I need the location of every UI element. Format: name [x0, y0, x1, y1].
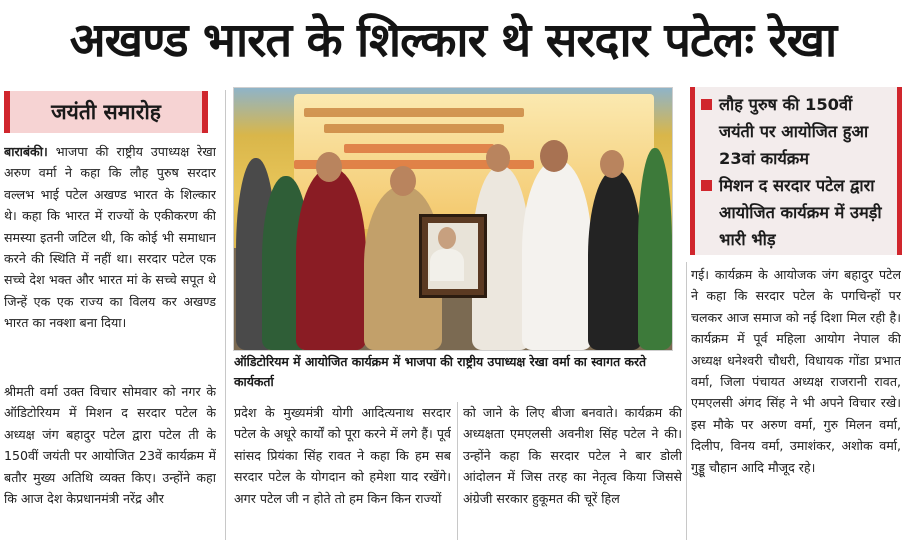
tag-label: जयंती समारोह — [51, 100, 161, 124]
headline: अखण्ड भारत के शिल्कार थे सरदार पटेलः रेखा — [69, 13, 837, 68]
person-head — [486, 144, 510, 172]
banner-text-stripe — [344, 144, 494, 153]
highlight-item — [701, 172, 891, 253]
article-paragraph-2: श्रीमती वर्मा उक्त विचार सोमवार को नगर के ऑडिटोरियम में मिशन द सरदार पटेल के अध्यक्ष जंग बहादुर पटेल द्वारा पटेल ती के 150वीं जयंती पर आयोजित 23वें कार्यक्रम में बतौर मुख्य अतिथि व्यक्त किए। उन्होंने कहा कि आज देश केप्रधानमंत्री नरेंद्र और — [4, 384, 216, 507]
article-column-2 — [234, 402, 451, 542]
article-column-1-bottom — [4, 381, 216, 541]
tag-right-bar — [202, 91, 208, 133]
person-head — [600, 150, 624, 178]
highlight-text: मिशन द सरदार पटेल द्वारा आयोजित कार्यक्रम में उमड़ी भारी भीड़ — [719, 176, 882, 249]
column-divider — [457, 402, 458, 540]
section-tag — [4, 91, 208, 133]
article-column-1-top — [4, 141, 216, 377]
article-column-4 — [691, 264, 901, 542]
framed-portrait — [419, 214, 487, 298]
person-figure — [522, 160, 592, 350]
banner-text-stripe — [324, 124, 504, 133]
photo-caption: ऑडिटोरियम में आयोजित कार्यक्रम में भाजपा की राष्ट्रीय उपाध्यक्ष रेखा वर्मा का स्वागत करते कार्यकर्ता — [234, 354, 647, 389]
column-divider — [686, 262, 687, 540]
column-divider — [225, 90, 226, 540]
person-figure — [296, 168, 366, 350]
person-figure — [588, 170, 642, 350]
highlight-text: लौह पुरुष की 150वीं जयंती पर आयोजित हुआ 23वां कार्यक्रम — [719, 95, 869, 168]
article-paragraph-3: प्रदेश के मुख्यमंत्री योगी आदित्यनाथ सरदार पटेल के अधूरे कार्यों को पूरा करने में लगे हैं। पूर्व सांसद प्रियंका सिंह रावत ने कहा कि हम सब सरदार पटेल के योगदान को हमेशा याद रखेंगे। अगर पटेल जी न होते तो हम किन किन राज्यों — [234, 405, 451, 506]
banner-text-stripe — [304, 108, 524, 117]
article-column-3 — [463, 402, 682, 542]
event-photo — [233, 87, 673, 351]
article-paragraph-1: भाजपा की राष्ट्रीय उपाध्यक्ष रेखा अरुण वर्मा ने कहा कि लौह पुरुष सरदार वल्लभ भाई पटेल अखण्ड भारत के शिल्कार थे। कहा कि भारत में राज्यों के एकीकरण की समस्या इतनी जटिल थी, कि कोई भी समाधान करने की स्थिति में नहीं था। सरदार पटेल एक सच्चे देश भक्त और भारत मां के सच्चे सपूत थे जिन्हें एक एक राज्य का विलय कर अखण्ड भारत का नक्शा बना दिया। — [4, 144, 216, 331]
dateline: बाराबंकी। — [4, 144, 48, 159]
person-head — [540, 140, 568, 172]
person-head — [390, 166, 416, 196]
person-figure — [638, 148, 672, 350]
bullet-square-icon — [701, 99, 712, 110]
highlights-box — [690, 87, 902, 255]
highlight-item — [701, 91, 891, 172]
article-paragraph-4: को जाने के लिए बीजा बनवाते। कार्यक्रम की अध्यक्षता एमएलसी अवनीश सिंह पटेल ने की। उन्होंने कहा कि सरदार पटेल ने बार डोली आंदोलन में जिस तरह का नेतृत्व किया जिससे अंग्रेजी सरकार हुकूमत की चूरें हिल — [463, 405, 682, 506]
article-paragraph-5: गई। कार्यक्रम के आयोजक जंग बहादुर पटेल ने कहा कि सरदार पटेल के पगचिन्हों पर चलकर आज समाज को नई दिशा मिल रही है। कार्यक्रम में पूर्व महिला आयोग नेपाल की अध्यक्ष धनेश्वरी चौधरी, विधायक गोंडा प्रभात वर्मा, जिला पंचायत अध्यक्ष राजरानी रावत, एमएलसी अंगद सिंह ने भी अपने विचार रखे। इस मौके पर अरुण वर्मा, गुरु मिलन वर्मा, दिलीप, विनय वर्मा, उमाशंकर, अशोक वर्मा, गुड्डू चौहान आदि मौजूद रहे। — [691, 267, 901, 475]
person-head — [316, 152, 342, 182]
bullet-square-icon — [701, 180, 712, 191]
